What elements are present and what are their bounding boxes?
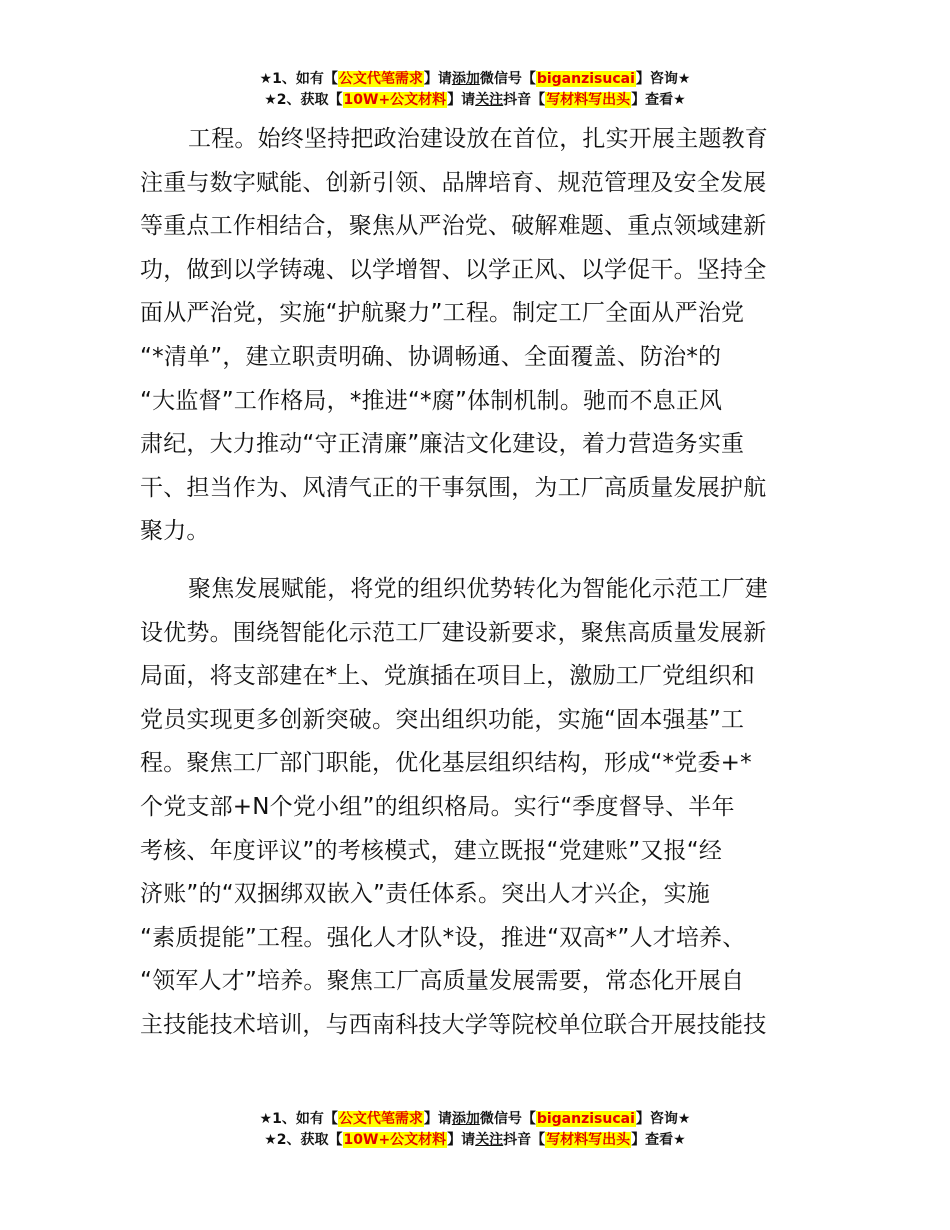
highlight-service: 公文代笔需求 xyxy=(338,1111,423,1127)
text-line: “领军人才”培养。聚焦工厂高质量发展需要，常态化开展自 xyxy=(140,968,745,995)
text-line: 干、担当作为、风清气正的干事氛围，为工厂高质量发展护航 xyxy=(140,474,767,501)
highlight-materials: 10W+公文材料 xyxy=(343,1132,447,1148)
text-line: 功，做到以学铸魂、以学增智、以学正风、以学促干。坚持全 xyxy=(140,256,767,283)
banner-text: 】咨询★ xyxy=(635,1111,691,1127)
banner-text: 】咨询★ xyxy=(635,71,691,87)
highlight-materials: 10W+公文材料 xyxy=(343,92,447,108)
paragraph-gap xyxy=(140,554,830,568)
text-line: “*清单”，建立职责明确、协调畅通、全面覆盖、防治*的 xyxy=(140,343,722,370)
banner-text: 】查看★ xyxy=(631,92,686,108)
banner-text: 抖音【 xyxy=(503,1132,546,1148)
banner-text: 】请 xyxy=(423,71,452,87)
banner-text: 】查看★ xyxy=(631,1132,686,1148)
banner-text: ★2、获取【 xyxy=(264,92,343,108)
text-line: 聚力。 xyxy=(140,518,210,545)
banner-text: 抖音【 xyxy=(503,92,546,108)
banner-text: 】请 xyxy=(423,1111,452,1127)
banner-line-2 xyxy=(0,90,950,111)
text-line: 设优势。围绕智能化示范工厂建设新要求，聚焦高质量发展新 xyxy=(140,619,767,646)
text-line: “大监督”工作格局，*推进“*腐”体制机制。驰而不息正风 xyxy=(140,387,723,414)
document-body xyxy=(140,118,830,1047)
banner-line-2 xyxy=(0,1130,950,1151)
banner-text: 添加 xyxy=(451,71,480,87)
banner-text: 微信号【 xyxy=(479,1111,536,1127)
text-line: 工程。始终坚持把政治建设放在首位，扎实开展主题教育 xyxy=(188,126,768,152)
banner-text: ★1、如有【 xyxy=(259,1111,338,1127)
text-line: 个党支部+N个党小组”的组织格局。实行“季度督导、半年 xyxy=(140,793,735,820)
banner-text: 】请 xyxy=(447,92,476,108)
text-line: 等重点工作相结合，聚焦从严治党、破解难题、重点领域建新 xyxy=(140,213,767,240)
banner-line-1 xyxy=(0,69,950,90)
text-line: 考核、年度评议”的考核模式，建立既报“党建账”又报“经 xyxy=(140,837,723,864)
text-line: 聚焦发展赋能，将党的组织优势转化为智能化示范工厂建 xyxy=(188,575,768,602)
text-line: 面从严治党，实施“护航聚力”工程。制定工厂全面从严治党 xyxy=(140,300,745,327)
text-line: 主技能技术培训，与西南科技大学等院校单位联合开展技能技 xyxy=(140,1011,767,1038)
text-line: 注重与数字赋能、创新引领、品牌培育、规范管理及安全发展 xyxy=(140,169,767,196)
highlight-service: 公文代笔需求 xyxy=(338,71,423,87)
banner-text: ★1、如有【 xyxy=(259,71,338,87)
text-line: “素质提能”工程。强化人才队*设，推进“双高*”人才培养、 xyxy=(140,924,746,951)
text-line: 党员实现更多创新突破。突出组织功能，实施“固本强基”工 xyxy=(140,706,745,733)
text-line: 肃纪，大力推动“守正清廉”廉洁文化建设，着力营造务实重 xyxy=(140,431,745,458)
banner-text: 】请 xyxy=(447,1132,476,1148)
banner-text: 关注 xyxy=(475,1132,504,1148)
highlight-wechat-id: biganzisucai xyxy=(536,1111,635,1127)
highlight-wechat-id: biganzisucai xyxy=(536,71,635,87)
banner-text: ★2、获取【 xyxy=(264,1132,343,1148)
text-line: 济账”的“双捆绑双嵌入”责任体系。突出人才兴企，实施 xyxy=(140,881,710,908)
highlight-douyin-account: 写材料写出头 xyxy=(546,1132,631,1148)
text-line: 程。聚焦工厂部门职能，优化基层组织结构，形成“*党委+* xyxy=(140,750,752,777)
footer-banner xyxy=(0,1109,950,1151)
text-line: 局面，将支部建在*上、党旗插在项目上，激励工厂党组织和 xyxy=(140,663,755,690)
banner-text: 添加 xyxy=(451,1111,480,1127)
banner-text: 关注 xyxy=(475,92,504,108)
banner-line-1 xyxy=(0,1109,950,1130)
header-banner xyxy=(0,69,950,111)
banner-text: 微信号【 xyxy=(479,71,536,87)
highlight-douyin-account: 写材料写出头 xyxy=(546,92,631,108)
